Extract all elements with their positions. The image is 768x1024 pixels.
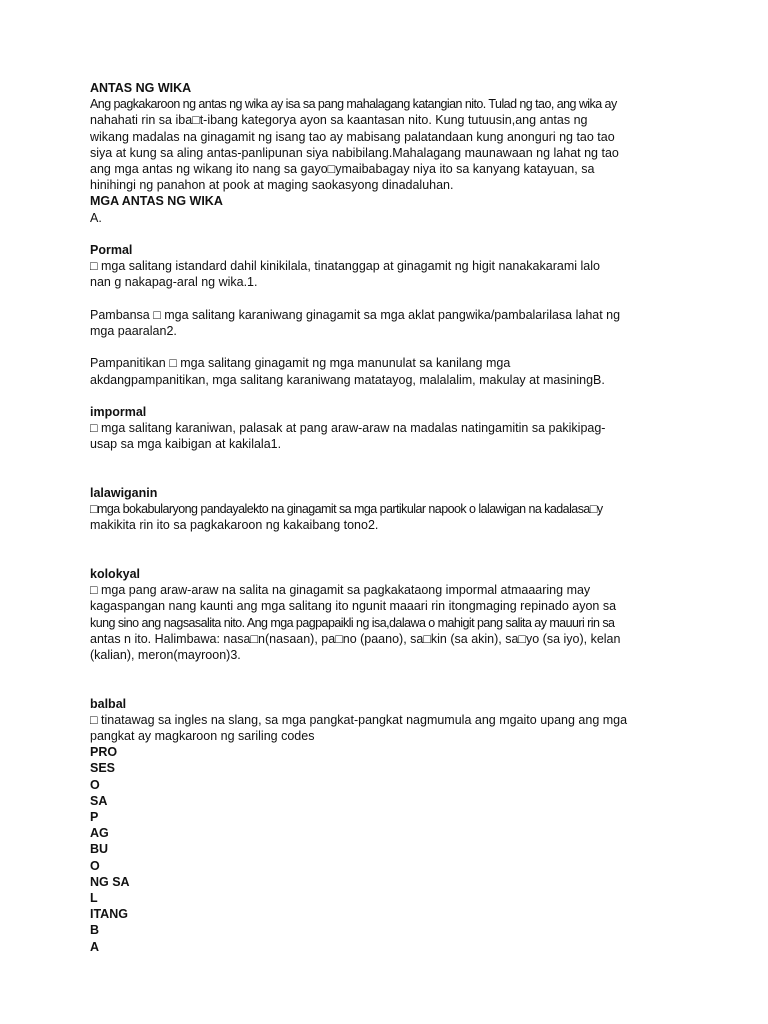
intro-paragraph — [90, 96, 690, 193]
kolokyal-heading: kolokyal — [90, 567, 141, 581]
pampanitikan-line: akdangpampanitikan, mga salitang karaniwang matatayog, malalalim, makulay at masiningB. — [90, 372, 605, 387]
pormal-line: □ mga salitang istandard dahil kinikilala, tinatanggap at ginagamit ng higit nanakakarami lalo — [90, 259, 600, 274]
intro-line: ang mga antas ng wikang ito nang sa gayo□ymaibabagay niya ito sa kanyang katayuan, sa — [90, 162, 595, 177]
balbal-fragment: PRO — [90, 745, 118, 760]
pormal-heading: Pormal — [90, 243, 133, 258]
lalawiganin-heading: lalawiganin — [90, 486, 158, 500]
pormal-line: nan g nakapag-aral ng wika.1. — [90, 275, 258, 290]
document-title: ANTAS NG WIKA — [90, 81, 192, 95]
intro-line: siya at kung sa aling antas-panlipunan siya nabibilang.Mahalagang maunawaan ng lahat ng tao — [90, 145, 619, 160]
balbal-fragment: NG SA — [90, 874, 130, 889]
pampanitikan-line: Pampanitikan □ mga salitang ginagamit ng mga manunulat sa kanilang mga — [90, 356, 511, 371]
kolokyal-line: antas n ito. Halimbawa: nasa□n(nasaan), pa□no (paano), sa□kin (sa akin), sa□yo (sa iyo), kelan — [90, 631, 621, 646]
kolokyal-line: kung sino ang nagsasalita nito. Ang mga pagpapaikli ng isa,dalawa o mahigit pang salita ay mauuri rin sa — [90, 615, 615, 630]
balbal-fragment: P — [90, 810, 99, 825]
intro-line: hinihingi ng panahon at pook at maging saokasyong dinadaluhan. — [90, 178, 454, 193]
lalawiganin-line: □mga bokabularyong pandayalekto na ginagamit sa mga partikular napook o lalawigan na kadalasa□y — [90, 502, 603, 517]
lalawiganin-line: makikita rin ito sa pagkakaroon ng kakaibang tono2. — [90, 518, 379, 533]
kolokyal-line: kagaspangan nang kaunti ang mga salitang ito ngunit maaari rin itongmaging repinado ayon sa — [90, 599, 617, 614]
section-subtitle: MGA ANTAS NG WIKA — [90, 194, 223, 209]
balbal-fragment: B — [90, 923, 100, 938]
kolokyal-line: (kalian), meron(mayroon)3. — [90, 648, 241, 663]
list-marker-a: A. — [90, 210, 102, 225]
balbal-fragment: BU — [90, 842, 109, 857]
impormal-heading: impormal — [90, 405, 147, 419]
intro-line: nahahati rin sa iba□t-ibang kategorya ayon sa kaantasan nito. Kung tutuusin,ang antas ng — [90, 113, 588, 128]
balbal-fragment: SA — [90, 793, 108, 808]
balbal-fragment: ITANG — [90, 907, 128, 922]
kolokyal-line: □ mga pang araw-araw na salita na ginagamit sa pagkakataong impormal atmaaaring may — [90, 583, 591, 598]
balbal-line: □ tinatawag sa ingles na slang, sa mga pangkat-pangkat nagmumula ang mgaito upang ang mga — [90, 712, 628, 727]
balbal-fragment: AG — [90, 826, 109, 841]
balbal-fragment: L — [90, 891, 98, 906]
pambansa-line: Pambansa □ mga salitang karaniwang ginagamit sa mga aklat pangwika/pambalarilasa lahat ng — [90, 307, 621, 322]
balbal-fragment: A — [90, 939, 100, 954]
balbal-fragment: SES — [90, 761, 116, 776]
balbal-fragment: O — [90, 777, 100, 792]
balbal-heading: balbal — [90, 696, 127, 711]
document-page — [90, 80, 690, 955]
impormal-line: □ mga salitang karaniwan, palasak at pang araw-araw na madalas natingamitin sa pakikipag- — [90, 421, 606, 436]
balbal-line: pangkat ay magkaroon ng sariling codes — [90, 729, 315, 744]
intro-line: wikang madalas na ginagamit ng isang tao ay mabisang palatandaan kung anonguri ng tao tao — [90, 129, 615, 144]
balbal-fragment: O — [90, 858, 100, 873]
intro-line: Ang pagkakaroon ng antas ng wika ay isa sa pang mahalagang katangian nito. Tulad ng tao, ang wika ay — [90, 97, 617, 112]
pambansa-line: mga paaralan2. — [90, 324, 177, 339]
impormal-line: usap sa mga kaibigan at kakilala1. — [90, 437, 282, 452]
